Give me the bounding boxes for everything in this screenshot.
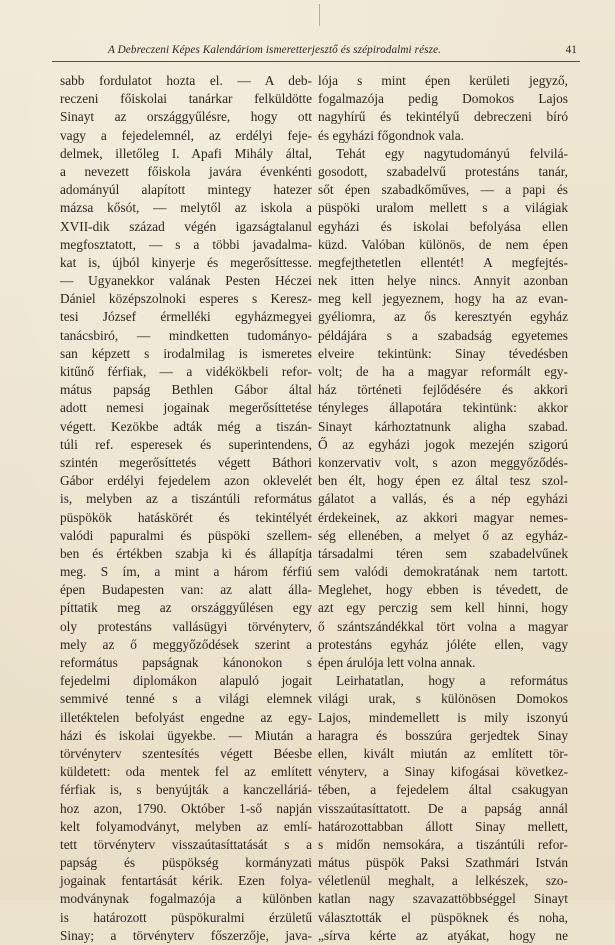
text-line: gálatot a vallás, és a nép egyházi	[318, 491, 568, 507]
text-line: is, melyben az a tiszántúli református	[60, 491, 312, 507]
text-line: ség ellenében, a melyet ő az egyház-	[318, 527, 568, 543]
text-line: gosodott, szabadelvű protestáns tanár,	[318, 163, 568, 179]
text-line: küzd. Valóban különös, de nem épen	[318, 236, 568, 252]
text-line: küldetett: oda mentek fel az említett	[60, 764, 312, 780]
text-line: Sinayt az országgyűlésre, hogy ott	[60, 109, 312, 125]
running-title: A Debreczeni Képes Kalendáriom ismeretterjesztő és szépirodalmi része.	[108, 44, 442, 56]
text-line: jogainak fentartását kérik. Ezen folya-	[60, 873, 312, 889]
text-line: Ő az egyházi jogok mezején szigorú	[318, 436, 568, 452]
text-line: mázsa kősót, — melytől az iskola a	[60, 200, 312, 216]
scan-mark	[319, 4, 320, 26]
text-line: ben élt, hogy épen ez által tesz szol-	[318, 473, 568, 489]
text-line: végett. Kezökbe adták még a tiszán-	[60, 418, 312, 434]
text-line: meg. S ím, a mint a három férfiú	[60, 564, 312, 580]
text-line: Sinayt kárhoztatnunk aligha szabad.	[318, 418, 568, 434]
text-line: házi és iskolai ügyekbe. — Miután a	[60, 727, 312, 743]
running-header	[60, 44, 580, 62]
text-line: ház történeti fejlődésére és akkori	[318, 382, 568, 398]
text-line: haragra és bosszúra gerjedtek Sinay	[318, 727, 568, 743]
text-line: társadalmi téren sem szabadelvűnek	[318, 545, 568, 561]
text-line: tényleges állapotára tekintünk: akkor	[318, 400, 568, 416]
text-line: vagy a fejedelemnél, az erdélyi feje-	[60, 127, 312, 143]
text-line: megfejthetetlen ellentét! A megfejtés-	[318, 254, 568, 270]
text-line: épen Budapesten van: az alatt álla-	[60, 582, 312, 598]
text-line: sem valódi demokratának nem tartott.	[318, 564, 568, 580]
header-rule	[52, 61, 580, 62]
text-line: is határozott püspökuralmi érzületű	[60, 909, 312, 925]
text-line: nek itten helye nincs. Annyit azonban	[318, 273, 568, 289]
text-line: püspöki uralom mellett s a világiak	[318, 200, 568, 216]
text-line: ellen, kivált miután az említett tör-	[318, 745, 568, 761]
text-line: épen árulója lett volna annak.	[318, 655, 476, 670]
text-line: lója s mint épen kerületi jegyző,	[318, 73, 568, 88]
text-line: protestáns egyház jóléte ellen, vagy	[318, 636, 568, 652]
text-line: törvényterv szentesítés végett Béesbe	[60, 745, 312, 761]
text-line: gyéliomra, az ős keresztyén egyház	[318, 309, 568, 325]
text-line: delmek, illetőleg I. Apafi Mihály által,	[60, 145, 312, 161]
text-line: adományúl alapított mintegy hatezer	[60, 182, 312, 198]
text-line: tesi József érmelléki egyházmegyei	[60, 309, 312, 325]
text-line: „sírva kérte az atyákat, hogy ne	[318, 927, 568, 943]
text-line: tében, a fejedelem által csakugyan	[318, 782, 568, 798]
text-line: példájára s a szabadság egyetemes	[318, 327, 568, 343]
text-line: vényterv, a Sinay kifogásai következ-	[318, 764, 568, 780]
text-line: modványnak fogalmazója a különben	[60, 891, 312, 907]
text-line: semmivé tenné s a világi elemnek	[60, 691, 312, 707]
text-column-right	[318, 72, 568, 945]
text-line: Lajos, mindemellett is mily iszonyú	[318, 709, 568, 725]
text-line: katlan nagy szavazattöbbséggel Sinayt	[318, 891, 568, 907]
text-line: nagyhírű és tekintélyű debreczeni bíró	[318, 109, 568, 125]
text-line: fejedelmi diplomákon alapuló jogait	[60, 673, 312, 689]
text-line: mátus papság Bethlen Gábor által	[60, 382, 312, 398]
text-line: Leirhatatlan, hogy a református	[336, 673, 568, 689]
text-line: mátus püspök Paksi Szathmári István	[318, 855, 568, 871]
text-line: véletlenül meghalt, a lelkészek, szo-	[318, 873, 568, 889]
text-line: Sinay; a törvényterv főszerzője, java-	[60, 927, 312, 943]
text-line: azt egy perczig sem kell hinni, hogy	[318, 600, 568, 616]
text-line: mely az ő meggyőződések szerint a	[60, 636, 312, 652]
text-line: meg kell jegyeznem, hogy ha az evan-	[318, 291, 568, 307]
text-line: illetéktelen befolyást engedne az egy-	[60, 709, 312, 725]
text-line: ő szántszándékkal tört volna a magyar	[318, 618, 568, 634]
text-line: papság és püspökség kormányzati	[60, 855, 312, 871]
text-line: fogalmazója pedig Domokos Lajos	[318, 91, 568, 107]
text-line: reczeni főiskolai tanárkar felküldötte	[60, 91, 312, 107]
text-line: s midőn nemsokára, a tiszántúli refor-	[318, 836, 568, 852]
text-line: Dániel középszolnoki esperes s Keresz-	[60, 291, 312, 307]
text-line: Tehát egy nagytudományú felvilá-	[336, 145, 568, 161]
text-line: Gábor erdélyi fejedelem azon oklevelét	[60, 473, 312, 489]
text-line: Meglehet, hogy ebben is tévedett, de	[318, 582, 568, 598]
text-line: tanácsbiró, — mindketten tudományo-	[60, 327, 312, 343]
text-line: sőt épen szabadkőműves, — a papi és	[318, 182, 568, 198]
text-line: san képzett s irodalmilag is ismeretes	[60, 345, 312, 361]
text-line: megfosztatott, — s a többi javadalma-	[60, 236, 312, 252]
text-line: tett törvényterv visszaútasíttatását s a	[60, 836, 312, 852]
text-line: választották el püspöknek és noha,	[318, 909, 568, 925]
text-line: református papságnak kánonokon s	[60, 655, 312, 670]
text-line: világi urak, s különösen Domokos	[318, 691, 568, 707]
text-line: valódi papuralmi és püspöki szellem-	[60, 527, 312, 543]
text-line: férfiak is, s benyújták a kanczelláriá-	[60, 782, 312, 798]
text-line: hoz azon, 1790. Október 1-ső napján	[60, 800, 312, 816]
text-line: túli ref. esperesek és superintendens,	[60, 436, 312, 452]
page-number: 41	[565, 44, 577, 56]
text-column-left	[60, 72, 312, 945]
text-line: adott nemesi jogainak megerősíttetése	[60, 400, 312, 416]
text-line: XVII-dik század végén igazságtalanul	[60, 218, 312, 234]
text-line: szintén megerősíttetés végett Báthori	[60, 454, 312, 470]
text-line: kitűnő férfiak, — a vidékökbeli refor-	[60, 364, 312, 379]
text-line: a nevezett főiskola javára évenkénti	[60, 163, 312, 179]
text-line: kelt folyamodványt, melyben az emlí-	[60, 818, 312, 834]
text-line: egyházi és iskolai befolyása ellen	[318, 218, 568, 234]
text-line: elveire tekintünk: Sinay tévedésben	[318, 345, 568, 361]
text-line: konzervativ volt, s azon meggyőződés-	[318, 454, 568, 470]
text-line: — Ugyanekkor valának Pesten Héczei	[60, 273, 312, 289]
text-line: érdekeinek, az akkori magyar nemes-	[318, 509, 568, 525]
text-line: visszaútasíttatott. De a papság annál	[318, 800, 568, 816]
text-line: püspökök hatáskörét és tekintélyét	[60, 509, 312, 525]
text-line: kat is, újból kinyerje és megerősíttesse.	[60, 254, 312, 270]
text-line: volt; de ha a magyar reformált egy-	[318, 364, 568, 379]
text-line: oly protestáns vallásügyi törvényterv,	[60, 618, 312, 634]
text-line: ben és értékben szabja ki és állapítja	[60, 545, 312, 561]
text-line: sabb fordulatot hozta el. — A deb-	[60, 73, 312, 88]
text-line: határozottabban állott Sinay mellett,	[318, 818, 568, 834]
text-line: píttatik meg az országgyűlésen egy	[60, 600, 312, 616]
text-line: és egyházi főgondnok vala.	[318, 127, 464, 143]
